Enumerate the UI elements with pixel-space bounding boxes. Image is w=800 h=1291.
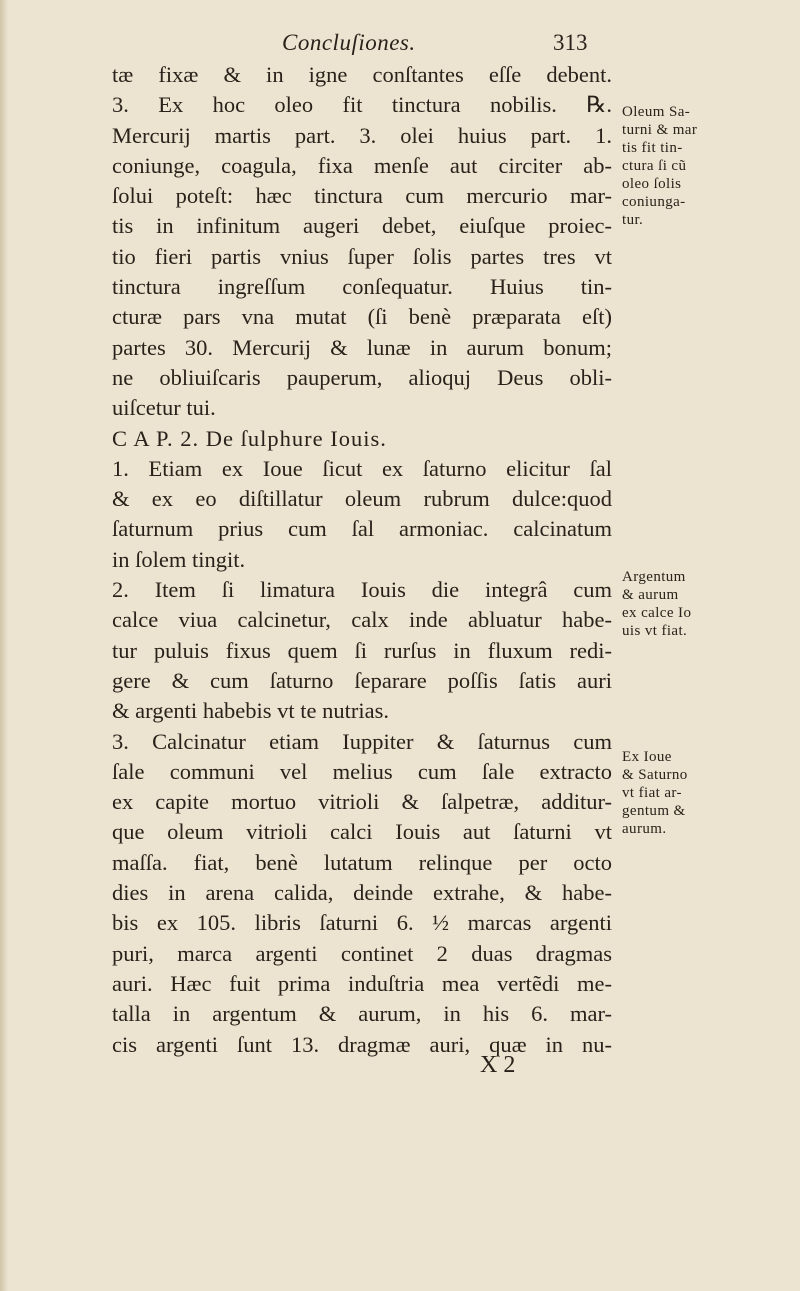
marginal-note-line: Ex Ioue (622, 749, 672, 765)
running-title: Concluſiones. (282, 30, 416, 55)
marginal-note-line: oleo ſolis (622, 176, 682, 192)
marginal-note-line: ex calce Io (622, 605, 692, 621)
text-line: partes 30. Mercurij & lunæ in aurum bonum; (112, 334, 612, 360)
text-line: ſolui poteſt: hæc tinctura cum mercurio mar- (112, 183, 612, 209)
marginal-note-line: Argentum (622, 569, 686, 585)
text-line: ne obliuiſcaris pauperum, alioquj Deus obli- (112, 364, 612, 390)
marginal-note-line: turni & mar (622, 122, 698, 138)
text-line: ſaturnum prius cum ſal armoniac. calcinatum (112, 516, 612, 542)
marginal-note-line: Oleum Sa- (622, 104, 691, 120)
text-line: gere & cum ſaturno ſeparare poſſis ſatis auri (112, 667, 612, 693)
catchword: X 2 (480, 1052, 516, 1078)
text-line: maſſa. fiat, benè lutatum relinque per octo (112, 849, 612, 875)
main-text-block (112, 60, 612, 1060)
marginal-note-line: aurum. (622, 821, 667, 837)
marginal-note-line: tur. (622, 212, 644, 228)
marginal-note-line: tis fit tin- (622, 140, 683, 156)
chapter-heading: C A P. 2. De ſulphure Iouis. (112, 425, 387, 451)
marginal-note-line: & aurum (622, 587, 679, 603)
text-line: talla in argentum & aurum, in his 6. mar- (112, 1001, 612, 1027)
text-line: tis in infinitum augeri debet, eiuſque proiec- (112, 213, 612, 239)
marginal-note-line: gentum & (622, 803, 686, 819)
text-line: in ſolem tingit. (112, 546, 246, 572)
text-line: tæ fixæ & in igne conſtantes eſſe debent. (112, 62, 612, 87)
text-line: Mercurij martis part. 3. olei huius part. 1. (112, 122, 612, 148)
text-line: ſale communi vel melius cum ſale extracto (112, 758, 612, 784)
marginal-note-line: coniunga- (622, 194, 686, 210)
text-line: & ex eo diſtillatur oleum rubrum dulce:quod (112, 486, 612, 512)
text-line: bis ex 105. libris ſaturni 6. ½ marcas argenti (112, 910, 612, 936)
text-line: uiſcetur tui. (112, 395, 216, 421)
text-line: tio fieri partis vnius ſuper ſolis partes tres vt (112, 243, 612, 269)
text-line: ex capite mortuo vitrioli & ſalpetræ, additur- (112, 789, 612, 815)
text-line: cis argenti ſunt 13. dragmæ auri, quæ in nu- (112, 1031, 612, 1057)
text-line: 1. Etiam ex Ioue ſicut ex ſaturno elicitur ſal (112, 455, 612, 481)
text-line: tinctura ingreſſum conſequatur. Huius tin- (112, 274, 612, 300)
text-line: auri. Hæc fuit prima induſtria mea vertẽdi me- (112, 970, 612, 996)
marginal-note-line: & Saturno (622, 767, 688, 783)
marginal-note-argentum (622, 568, 772, 640)
text-line: cturæ pars vna mutat (ſi benè præparata eſt) (112, 304, 612, 330)
text-line: & argenti habebis vt te nutrias. (112, 698, 390, 724)
text-line: tur puluis fixus quem ſi rurſus in fluxum redi- (112, 637, 612, 663)
page-edge (0, 0, 8, 1291)
marginal-note-line: vt fiat ar- (622, 785, 682, 801)
marginal-note-line: uis vt fiat. (622, 623, 688, 639)
text-line: 3. Ex hoc oleo fit tinctura nobilis. ℞. (112, 92, 612, 118)
text-line: 2. Item ſi limatura Iouis die integrâ cum (112, 577, 612, 603)
running-head (0, 30, 800, 60)
text-line: puri, marca argenti continet 2 duas dragmas (112, 940, 612, 966)
marginal-note-oleum (622, 103, 772, 229)
text-line: calce viua calcinetur, calx inde abluatur habe- (112, 607, 612, 633)
marginal-note-line: ctura ſi cũ (622, 158, 687, 174)
marginal-note-ioue (622, 748, 772, 838)
text-line: dies in arena calida, deinde extrahe, & habe- (112, 880, 612, 906)
text-line: que oleum vitrioli calci Iouis aut ſaturni vt (112, 819, 612, 845)
page-number: 313 (553, 30, 588, 55)
text-line: 3. Calcinatur etiam Iuppiter & ſaturnus cum (112, 728, 612, 754)
text-line: coniunge, coagula, fixa menſe aut circiter ab- (112, 152, 612, 178)
